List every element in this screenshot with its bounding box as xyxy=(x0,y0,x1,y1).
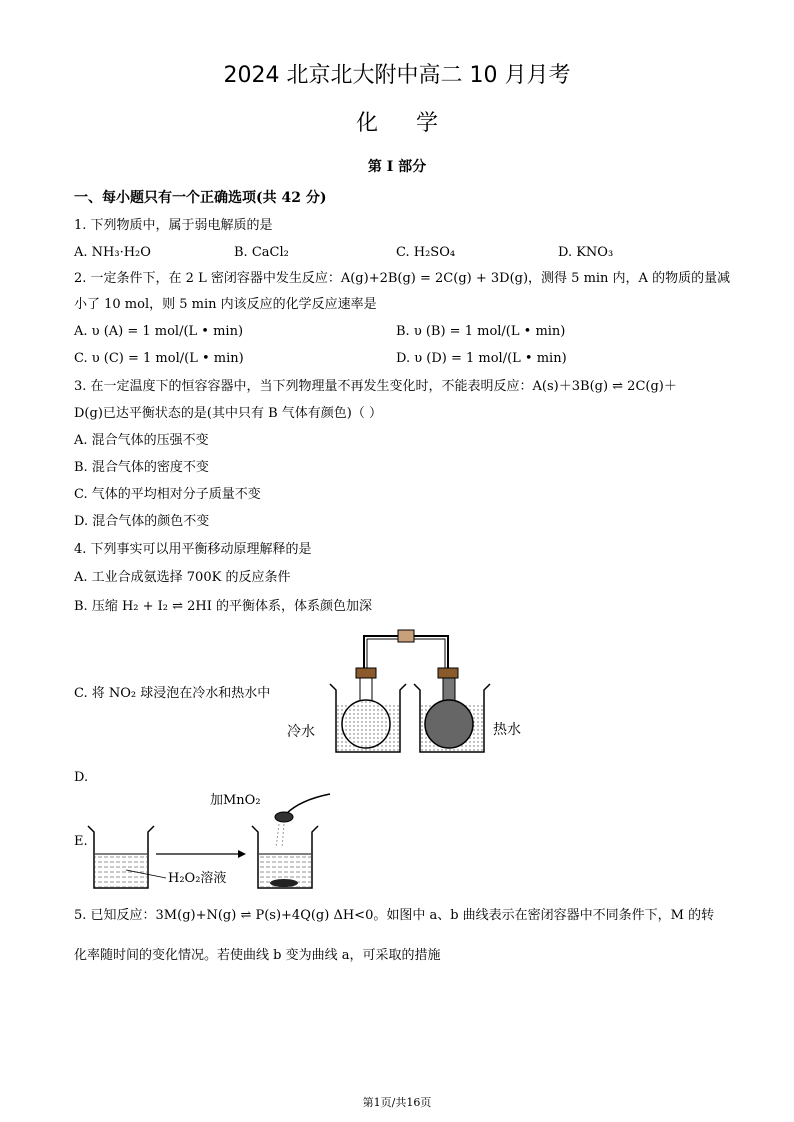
q1-option-c: C. H₂SO₄ xyxy=(396,245,456,260)
subject-title: 化学 xyxy=(355,111,476,136)
hot-water-label: 热水 xyxy=(493,722,521,738)
cold-water-label: 冷水 xyxy=(287,724,315,740)
h2o2-solution-label: H₂O₂溶液 xyxy=(168,871,227,886)
q5-stem-line2: 化率随时间的变化情况。若使曲线 b 变为曲线 a，可采取的措施 xyxy=(74,948,441,963)
spoon-icon xyxy=(286,794,330,814)
q1-option-a: A. NH₃·H₂O xyxy=(74,245,151,260)
q4-option-c: C. 将 NO₂ 球浸泡在冷水和热水中 xyxy=(74,686,271,701)
q2-stem-line1: 2. 一定条件下，在 2 L 密闭容器中发生反应：A(g)+2B(g) = 2C(g) + 3D(g)，测得 5 min 内，A 的物质的量减 xyxy=(74,271,731,286)
q3-stem-line2: D(g)已达平衡状态的是(其中只有 B 气体有颜色)（ ） xyxy=(74,406,382,421)
q5-stem-line1: 5. 已知反应：3M(g)+N(g) ⇌ P(s)+4Q(g) ΔH<0。如图中 a、b 曲线表示在密闭容器中不同条件下，M 的转 xyxy=(74,908,715,923)
add-mno2-label: 加MnO₂ xyxy=(210,793,261,808)
q3-option-c: C. 气体的平均相对分子质量不变 xyxy=(74,487,261,502)
page-title: 2024 北京北大附中高二 10 月月考 xyxy=(223,63,571,88)
stopper-icon xyxy=(438,668,458,678)
q2-option-b: B. υ (B) = 1 mol/(L • min) xyxy=(396,324,566,339)
q1-stem: 1. 下列物质中，属于弱电解质的是 xyxy=(74,218,273,233)
q1-option-d: D. KNO₃ xyxy=(558,245,614,260)
q2-option-c: C. υ (C) = 1 mol/(L • min) xyxy=(74,351,244,366)
stopper-icon xyxy=(356,668,376,678)
part-heading: 第 I 部分 xyxy=(367,159,427,175)
section-heading: 一、每小题只有一个正确选项(共 42 分) xyxy=(74,190,327,206)
q3-option-b: B. 混合气体的密度不变 xyxy=(74,460,209,475)
q1-option-b: B. CaCl₂ xyxy=(234,245,289,260)
solution-icon xyxy=(95,854,147,887)
q4-option-a: A. 工业合成氨选择 700K 的反应条件 xyxy=(74,570,291,585)
q3-option-d: D. 混合气体的颜色不变 xyxy=(74,514,210,529)
flask-icon xyxy=(425,700,473,748)
q2-option-d: D. υ (D) = 1 mol/(L • min) xyxy=(396,351,567,366)
q4-option-d: D. xyxy=(74,770,89,785)
q3-option-a: A. 混合气体的压强不变 xyxy=(74,433,209,448)
q3-stem-line1: 3. 在一定温度下的恒容容器中，当下列物理量不再发生变化时，不能表明反应：A(s)＋3B(g) ⇌ 2C(g)＋ xyxy=(74,379,677,394)
q2-stem-line2: 小了 10 mol，则 5 min 内该反应的化学反应速率是 xyxy=(74,297,377,312)
no2-flasks-figure xyxy=(280,624,540,764)
q4-option-b: B. 压缩 H₂ + I₂ ⇌ 2HI 的平衡体系，体系颜色加深 xyxy=(74,599,373,614)
clamp-icon xyxy=(398,630,414,642)
page-footer: 第1页/共16页 xyxy=(362,1096,432,1109)
q4-stem: 4. 下列事实可以用平衡移动原理解释的是 xyxy=(74,542,312,557)
mno2-precipitate-icon xyxy=(270,879,298,887)
q4-option-e: E. xyxy=(74,834,88,849)
q2-option-a: A. υ (A) = 1 mol/(L • min) xyxy=(74,324,244,339)
